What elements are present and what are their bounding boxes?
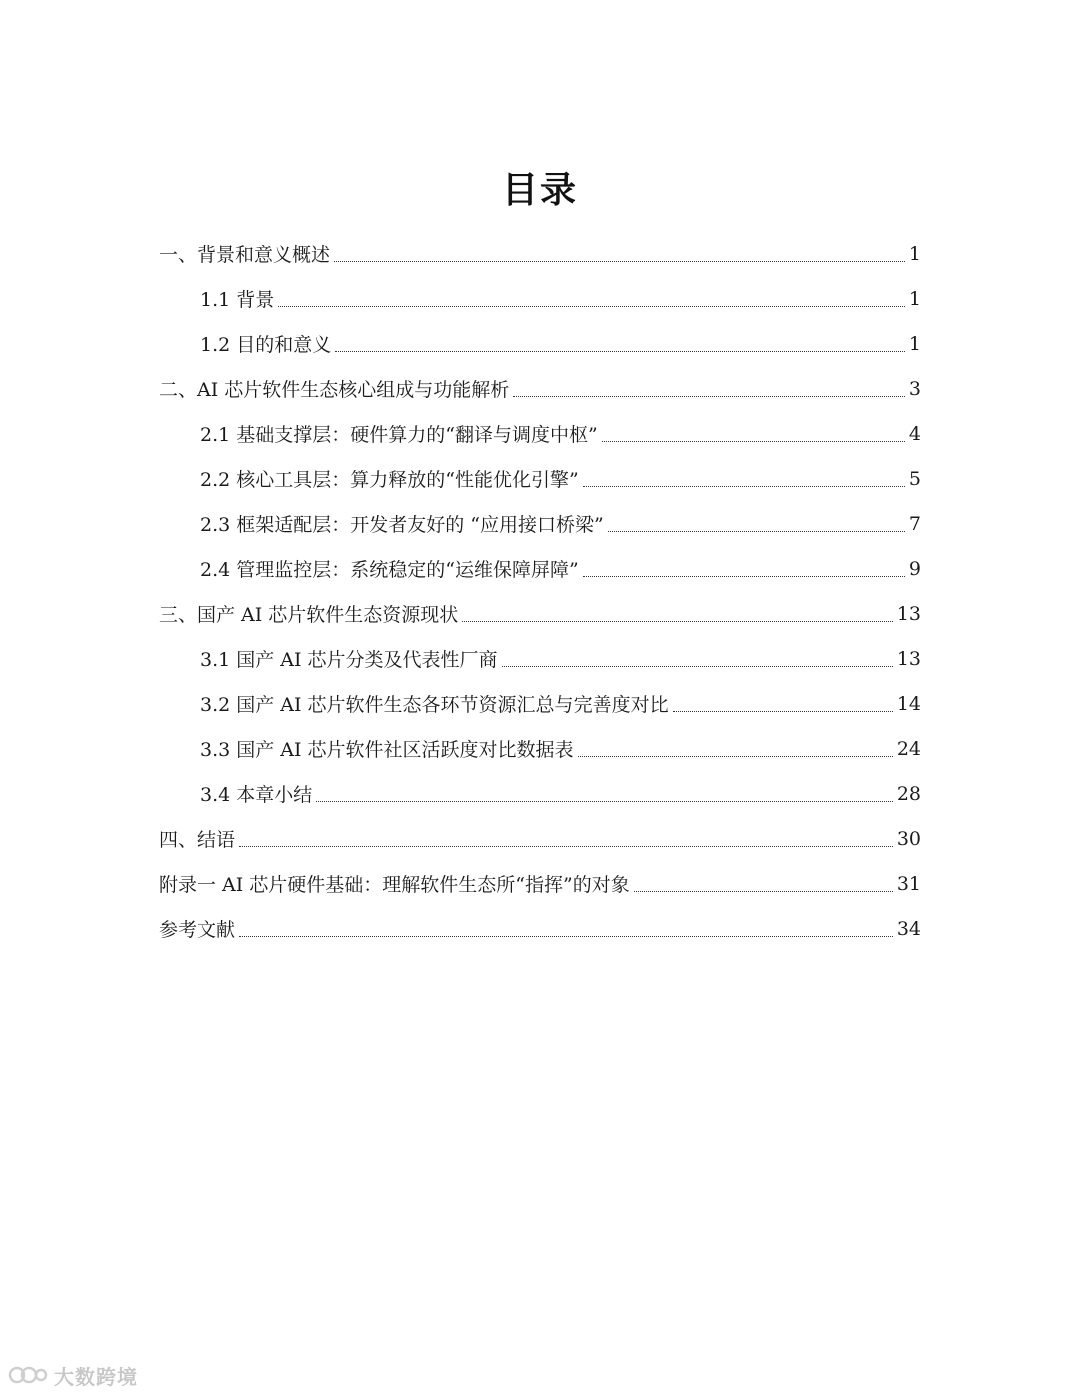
toc-page-number: 24 [896, 737, 921, 760]
toc-entry-label: 四、结语 [159, 829, 236, 851]
toc-entry-label: 1.1 背景 [200, 289, 275, 311]
toc-page-number: 13 [896, 647, 921, 670]
toc-entry-label: 3.4 本章小结 [200, 784, 313, 806]
dot-leader [602, 441, 905, 442]
dot-leader [278, 306, 905, 307]
toc-entry-3-1[interactable] [200, 636, 921, 681]
toc-entry-label: 3.2 国产 AI 芯片软件生态各环节资源汇总与完善度对比 [200, 694, 669, 716]
dot-leader [583, 486, 905, 487]
toc-page-number: 4 [908, 422, 921, 445]
toc-entry-2-4[interactable] [200, 546, 921, 591]
toc-entry-3-4[interactable] [200, 771, 921, 816]
toc-page-number: 1 [908, 242, 921, 265]
toc-entry-label: 2.2 核心工具层：算力释放的“性能优化引擎” [200, 469, 579, 491]
toc-entry-label: 参考文献 [159, 919, 236, 941]
dot-leader [502, 666, 893, 667]
page-title: 目录 [501, 170, 578, 211]
dot-leader [578, 756, 893, 757]
toc-entry-2-1[interactable] [200, 411, 921, 456]
toc-page-number: 31 [896, 872, 921, 895]
toc-page-number: 14 [896, 692, 921, 715]
toc-entry-3-2[interactable] [200, 681, 921, 726]
dot-leader [335, 351, 905, 352]
toc-page-number: 1 [908, 287, 921, 310]
toc-entry-1[interactable] [159, 231, 921, 276]
dot-leader [239, 846, 893, 847]
toc-entry-1-1[interactable] [200, 276, 921, 321]
dot-leader [316, 801, 893, 802]
watermark-text: 大数跨境 [54, 1364, 138, 1389]
toc-entry-label: 3.3 国产 AI 芯片软件社区活跃度对比数据表 [200, 739, 574, 761]
toc-page-number: 7 [908, 512, 921, 535]
dot-leader [583, 576, 905, 577]
toc-entry-3-3[interactable] [200, 726, 921, 771]
toc-entry-label: 3.1 国产 AI 芯片分类及代表性厂商 [200, 649, 498, 671]
toc-entry-label: 一、背景和意义概述 [159, 244, 331, 266]
toc-page-number: 3 [908, 377, 921, 400]
dot-leader [334, 261, 905, 262]
toc-entry-label: 二、AI 芯片软件生态核心组成与功能解析 [159, 379, 510, 401]
dot-leader [513, 396, 905, 397]
toc-entry-label: 2.4 管理监控层：系统稳定的“运维保障屏障” [200, 559, 579, 581]
toc-page-number: 28 [896, 782, 921, 805]
toc-entry-2-2[interactable] [200, 456, 921, 501]
toc-entry-2-3[interactable] [200, 501, 921, 546]
toc-entry-label: 2.1 基础支撑层：硬件算力的“翻译与调度中枢” [200, 424, 598, 446]
toc-page-number: 9 [908, 557, 921, 580]
brand-logo-icon [8, 1362, 48, 1388]
dot-leader [634, 891, 893, 892]
toc-page-number: 1 [908, 332, 921, 355]
toc-page-number: 34 [896, 917, 921, 940]
toc-entry-label: 附录一 AI 芯片硬件基础：理解软件生态所“指挥”的对象 [159, 874, 630, 896]
dot-leader [673, 711, 893, 712]
dot-leader [462, 621, 893, 622]
toc-entry-label: 1.2 目的和意义 [200, 334, 332, 356]
toc-entry-label: 2.3 框架适配层：开发者友好的 “应用接口桥梁” [200, 514, 604, 536]
watermark [8, 1360, 138, 1390]
toc-entry-3[interactable] [159, 591, 921, 636]
toc-entry-references[interactable] [159, 906, 921, 951]
dot-leader [608, 531, 905, 532]
toc-entry-2[interactable] [159, 366, 921, 411]
toc-page-number: 30 [896, 827, 921, 850]
toc-entry-4[interactable] [159, 816, 921, 861]
toc-entry-1-2[interactable] [200, 321, 921, 366]
dot-leader [239, 936, 893, 937]
toc-entry-label: 三、国产 AI 芯片软件生态资源现状 [159, 604, 459, 626]
toc-entry-appendix-1[interactable] [159, 861, 921, 906]
toc-page-number: 13 [896, 602, 921, 625]
toc-page-number: 5 [908, 467, 921, 490]
